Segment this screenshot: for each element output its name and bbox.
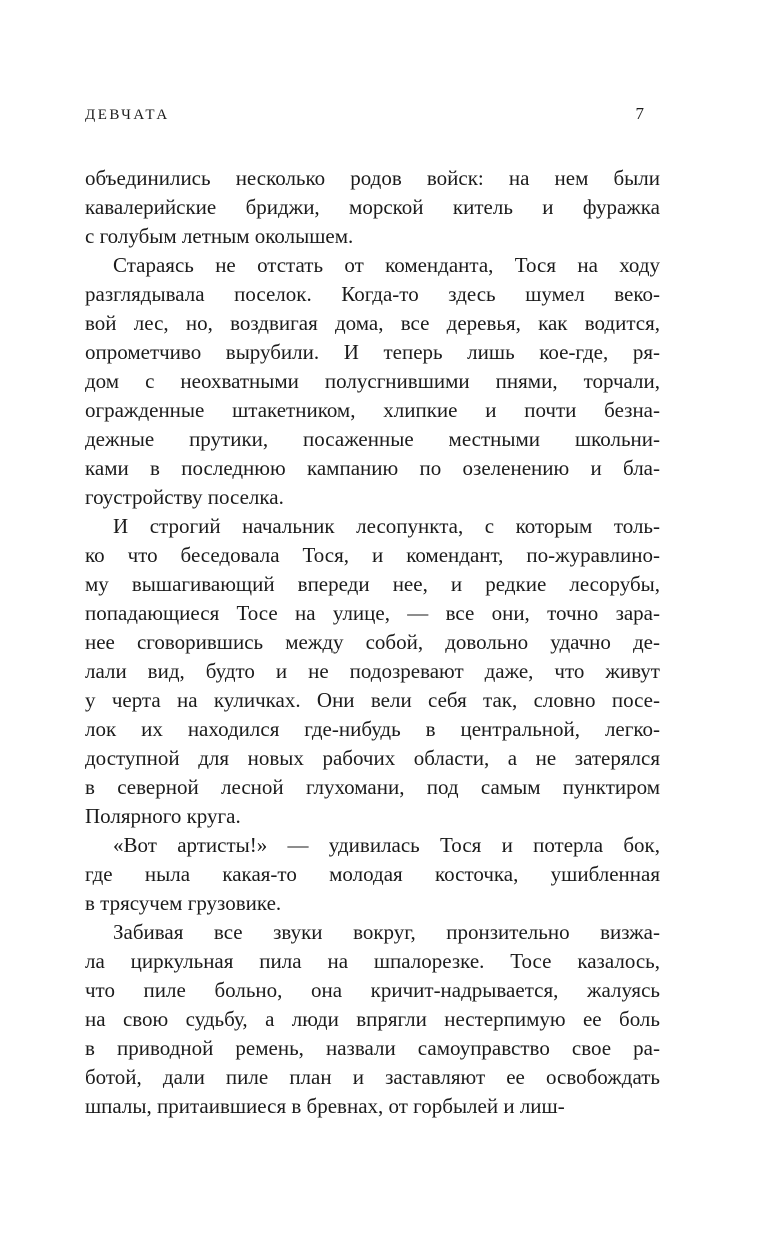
text-line: что пиле больно, она кричит-надрывается, жалуясь (85, 978, 660, 1002)
text-line: на свою судьбу, а люди впрягли нестерпимую ее боль (85, 1007, 660, 1031)
text-line: в трясучем грузовике. (85, 891, 282, 915)
text-line: лали вид, будто и не подозревают даже, что живут (85, 659, 660, 683)
text-line: Полярного круга. (85, 804, 241, 828)
page-header (85, 104, 660, 124)
paragraph (85, 918, 660, 1121)
text-line: дежные прутики, посаженные местными школьни- (85, 427, 660, 451)
text-line: у черта на куличках. Они вели себя так, словно посе- (85, 688, 660, 712)
text-line: ботой, дали пиле план и заставляют ее освобождать (85, 1065, 660, 1089)
text-line: шпалы, притаившиеся в бревнах, от горбылей и лиш- (85, 1094, 565, 1118)
text-line: вой лес, но, воздвигая дома, все деревья, как водится, (85, 311, 660, 335)
page-number: 7 (635, 104, 644, 123)
text-line: гоустройству поселка. (85, 485, 284, 509)
page-text (85, 164, 660, 1121)
text-line: лок их находился где-нибудь в центральной, легко- (85, 717, 660, 741)
text-line: с голубым летным околышем. (85, 224, 354, 248)
text-line: му вышагивающий впереди нее, и редкие лесорубы, (85, 572, 660, 596)
paragraph (85, 251, 660, 512)
text-line: ко что беседовала Тося, и комендант, по-журавлино- (85, 543, 660, 567)
text-line: где ныла какая-то молодая косточка, ушибленная (85, 862, 660, 886)
text-line: дом с неохватными полусгнившими пнями, торчали, (85, 369, 660, 393)
paragraph (85, 164, 660, 251)
text-line: в приводной ремень, назвали самоуправство свое ра- (85, 1036, 660, 1060)
text-line: ла циркульная пила на шпалорезке. Тосе казалось, (85, 949, 660, 973)
text-line: И строгий начальник лесопункта, с которым толь- (113, 514, 660, 538)
text-line: доступной для новых рабочих области, а не затерялся (85, 746, 660, 770)
text-line: попадающиеся Тосе на улице, — все они, точно зара- (85, 601, 660, 625)
text-line: Забивая все звуки вокруг, пронзительно визжа- (113, 920, 660, 944)
text-line: ками в последнюю кампанию по озеленению и бла- (85, 456, 660, 480)
text-line: «Вот артисты!» — удивилась Тося и потерла бок, (113, 833, 660, 857)
text-line: Стараясь не отстать от коменданта, Тося на ходу (113, 253, 660, 277)
paragraph (85, 512, 660, 831)
text-line: объединились несколько родов войск: на нем были (85, 166, 660, 190)
running-title: ДЕВЧАТА (85, 107, 170, 123)
text-line: опрометчиво вырубили. И теперь лишь кое-где, ря- (85, 340, 660, 364)
text-line: кавалерийские бриджи, морской китель и фуражка (85, 195, 660, 219)
text-line: нее сговорившись между собой, довольно удачно де- (85, 630, 660, 654)
text-line: разглядывала поселок. Когда-то здесь шумел веко- (85, 282, 660, 306)
text-line: огражденные штакетником, хлипкие и почти безна- (85, 398, 660, 422)
text-line: в северной лесной глухомани, под самым пунктиром (85, 775, 660, 799)
paragraph (85, 831, 660, 918)
